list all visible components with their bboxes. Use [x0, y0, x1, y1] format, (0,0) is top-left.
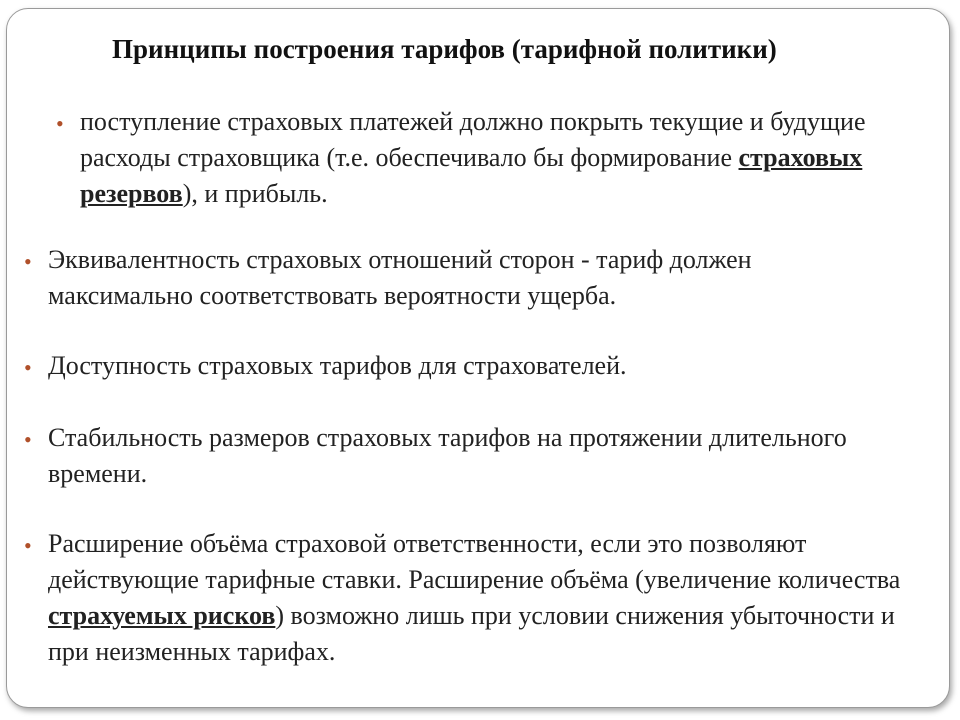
bullet-icon: •: [24, 533, 32, 558]
list-item: Расширение объёма страховой ответственности, если это позволяют действующие тарифные ставки. Расширение объёма (увеличение количества страхуемых рисков) возможно лишь при условии снижения убыточности и при неизменных тарифах.: [48, 529, 901, 666]
list-item: Стабильность размеров страховых тарифов на протяжении длительного времени.: [48, 423, 847, 488]
slide-title: Принципы построения тарифов (тарифной политики): [112, 34, 777, 64]
bullet-icon: •: [24, 355, 32, 380]
keyword-insured-risks: страхуемых рисков: [48, 601, 276, 630]
list-item: Эквивалентность страховых отношений сторон - тариф должен максимально соответствовать вероятности ущерба.: [48, 245, 752, 310]
keyword-insurance-reserves: страховых резервов: [80, 143, 863, 208]
bullet-icon: •: [24, 249, 32, 274]
bullet-icon: •: [56, 111, 64, 136]
bullet-icon: •: [24, 427, 32, 452]
list-item: поступление страховых платежей должно покрыть текущие и будущие расходы страховщика (т.е. обеспечивало бы формирование страховых резервов), и прибыль.: [80, 107, 866, 208]
list-item: Доступность страховых тарифов для страхователей.: [48, 351, 627, 380]
